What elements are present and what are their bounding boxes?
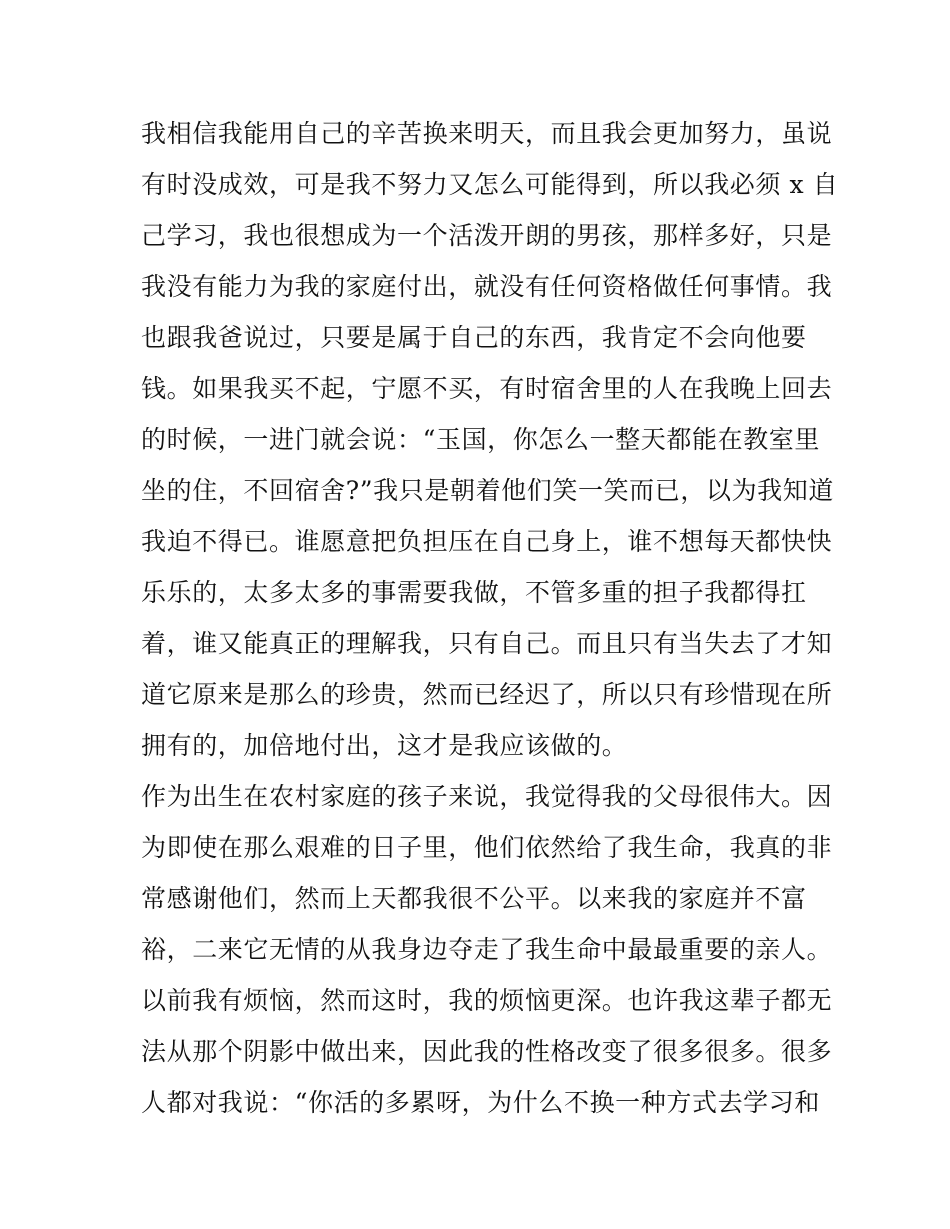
text-line: 我没有能力为我的家庭付出，就没有任何资格做任何事情。我 [141, 272, 833, 301]
text-line: 我相信我能用自己的辛苦换来明天，而且我会更加努力，虽说 [141, 119, 833, 148]
text-line: 的时候，一进门就会说：“玉国，你怎么一整天都能在教室里 [141, 425, 820, 454]
text-line: 己学习，我也很想成为一个活泼开朗的男孩，那样多好，只是 [141, 221, 833, 250]
text-line: 作为出生在农村家庭的孩子来说，我觉得我的父母很伟大。因 [141, 782, 833, 811]
text-line: 坐的住，不回宿舍?”我只是朝着他们笑一笑而已，以为我知道 [141, 476, 834, 505]
text-line: 也跟我爸说过，只要是属于自己的东西，我肯定不会向他要 [141, 323, 807, 352]
text-line: 以前我有烦恼，然而这时，我的烦恼更深。也许我这辈子都无 [141, 986, 833, 1015]
text-line: 着，谁又能真正的理解我，只有自己。而且只有当失去了才知 [141, 629, 833, 658]
text-line: 拥有的，加倍地付出，这才是我应该做的。 [141, 731, 628, 760]
text-line: 常感谢他们，然而上天都我很不公平。以来我的家庭并不富 [141, 884, 807, 913]
text-line: 法从那个阴影中做出来，因此我的性格改变了很多很多。很多 [141, 1037, 833, 1066]
text-line: 乐乐的，太多太多的事需要我做，不管多重的担子我都得扛 [141, 578, 807, 607]
text-line: 我迫不得已。谁愿意把负担压在自己身上，谁不想每天都快快 [141, 527, 833, 556]
text-line: 裕，二来它无情的从我身边夺走了我生命中最最重要的亲人。 [141, 935, 833, 964]
text-line: 道它原来是那么的珍贵，然而已经迟了，所以只有珍惜现在所 [141, 680, 833, 709]
text-line: 为即使在那么艰难的日子里，他们依然给了我生命，我真的非 [141, 833, 833, 862]
text-line: 钱。如果我买不起，宁愿不买，有时宿舍里的人在我晚上回去 [141, 374, 833, 403]
text-line: 人都对我说：“你活的多累呀，为什么不换一种方式去学习和 [141, 1088, 820, 1117]
body-text [141, 108, 839, 1128]
text-line: 有时没成效，可是我不努力又怎么可能得到，所以我必须 x 自 [141, 170, 839, 199]
